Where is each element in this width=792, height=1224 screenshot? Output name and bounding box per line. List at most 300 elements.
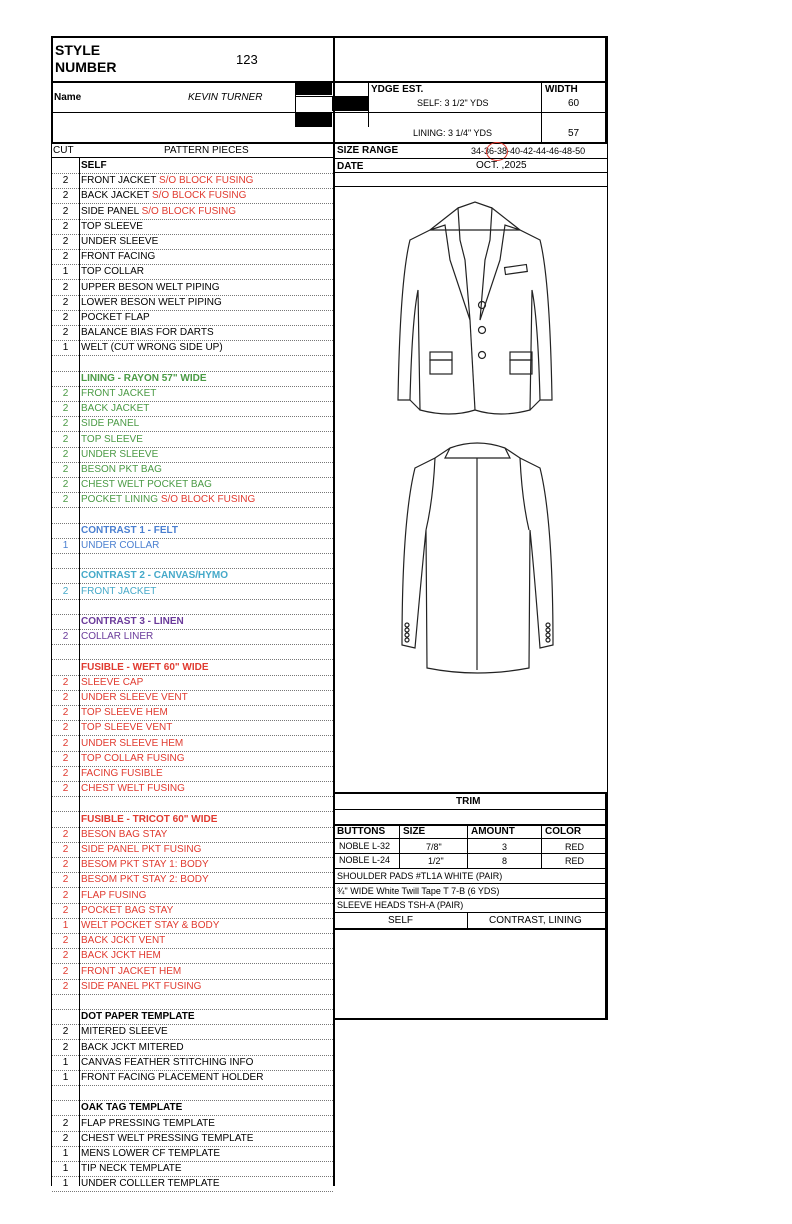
- date-value: OCT. ,2025: [476, 160, 527, 171]
- piece-quantity: 2: [62, 418, 69, 430]
- piece-quantity: 2: [62, 965, 69, 977]
- piece-quantity: 2: [62, 768, 69, 779]
- piece-name: [81, 814, 217, 825]
- right-border: [607, 36, 608, 1020]
- style-number-value: 123: [236, 52, 258, 67]
- piece-text: BACK JACKET: [81, 190, 152, 202]
- pattern-piece-row: [52, 720, 333, 736]
- piece-quantity: 2: [62, 904, 69, 916]
- piece-quantity: 2: [62, 494, 69, 506]
- piece-quantity: 2: [62, 874, 69, 886]
- pattern-piece-row: [52, 796, 333, 812]
- piece-text: S/O BLOCK FUSING: [160, 494, 256, 506]
- jacket-front-sketch: [390, 200, 560, 420]
- piece-name: [81, 1163, 182, 1174]
- pattern-piece-row: [52, 401, 333, 417]
- piece-name: [81, 479, 212, 490]
- trim-vline-3: [541, 824, 542, 868]
- piece-quantity: 2: [62, 692, 69, 703]
- piece-quantity: 2: [62, 859, 69, 871]
- pattern-piece-row: [52, 903, 333, 919]
- piece-name: [81, 266, 144, 277]
- piece-name: [81, 464, 162, 475]
- pattern-piece-row: [52, 994, 333, 1010]
- piece-text: BESON BAG STAY: [81, 828, 168, 840]
- pattern-piece-row: [52, 812, 333, 828]
- pattern-piece-row: [52, 781, 333, 797]
- pattern-piece-row: [52, 964, 333, 980]
- piece-name: [81, 905, 173, 916]
- piece-text: BACK JCKT VENT: [81, 935, 166, 947]
- piece-text: POCKET BAG STAY: [81, 904, 174, 916]
- piece-text: SIDE PANEL: [81, 418, 140, 430]
- pattern-piece-row: [52, 249, 333, 265]
- piece-name: [81, 677, 143, 688]
- piece-name: [81, 1042, 184, 1053]
- piece-quantity: 2: [62, 844, 69, 855]
- pattern-piece-row: [52, 644, 333, 660]
- pattern-piece-row: [52, 416, 333, 432]
- piece-text: UNDER SLEEVE HEM: [81, 737, 184, 749]
- pattern-piece-row: [52, 629, 333, 645]
- pattern-piece-row: [52, 842, 333, 858]
- piece-text: S/O BLOCK FUSING: [141, 205, 237, 217]
- piece-text: SIDE PANEL: [81, 205, 142, 217]
- piece-name: [81, 1057, 253, 1068]
- piece-text: BACK JCKT MITERED: [81, 1041, 184, 1053]
- piece-name: [81, 768, 163, 779]
- piece-text: FACING FUSIBLE: [81, 768, 163, 779]
- pattern-piece-row: [52, 234, 333, 250]
- piece-name: [81, 1011, 195, 1022]
- piece-quantity: 2: [62, 205, 69, 217]
- pattern-piece-row: [52, 584, 333, 600]
- checker-pattern: [295, 81, 369, 127]
- piece-name: [81, 753, 185, 764]
- piece-text: CANVAS FEATHER STITCHING INFO: [81, 1056, 254, 1068]
- piece-name: [81, 175, 253, 186]
- pattern-piece-row: [52, 280, 333, 296]
- width-self: 60: [568, 98, 580, 109]
- pattern-piece-row: [52, 1131, 333, 1147]
- pattern-piece-row: [52, 158, 333, 174]
- date-rule-2: [333, 186, 607, 187]
- piece-text: FLAP PRESSING TEMPLATE: [81, 1117, 215, 1129]
- trim-color-1: RED: [565, 842, 585, 852]
- piece-name: [81, 966, 181, 977]
- trim-amount-1: 3: [502, 842, 508, 852]
- piece-name: [81, 373, 207, 384]
- pattern-piece-row: [52, 857, 333, 873]
- ydge-label: YDGE EST.: [371, 84, 424, 95]
- piece-name: [81, 494, 255, 505]
- lining-yds: LINING: 3 1/4" YDS: [413, 128, 493, 138]
- trim-rule-3: [333, 853, 607, 854]
- pattern-piece-row: [52, 1100, 333, 1116]
- piece-quantity: 2: [62, 783, 69, 795]
- pattern-piece-row: [52, 447, 333, 463]
- piece-name: [81, 449, 158, 460]
- piece-quantity: 1: [62, 342, 69, 354]
- trim-button-1: NOBLE L-32: [339, 841, 391, 851]
- piece-text: MITERED SLEEVE: [81, 1026, 168, 1038]
- piece-text: UNDER COLLLER TEMPLATE: [81, 1178, 220, 1190]
- piece-quantity: 1: [62, 1056, 69, 1068]
- piece-quantity: 1: [62, 1148, 69, 1159]
- piece-quantity: 1: [62, 266, 69, 278]
- piece-name: [81, 981, 201, 992]
- piece-text: TOP SLEEVE: [81, 220, 143, 232]
- piece-name: [81, 707, 168, 718]
- trim-line-3: SLEEVE HEADS TSH-A (PAIR): [337, 900, 464, 910]
- pattern-piece-row: [52, 660, 333, 676]
- piece-text: BESON PKT BAG: [81, 464, 162, 475]
- piece-name: [81, 616, 184, 627]
- piece-quantity: 2: [62, 433, 69, 445]
- piece-text: UNDER SLEEVE VENT: [81, 692, 188, 703]
- pattern-piece-row: [52, 705, 333, 721]
- trim-footer-divider: [467, 912, 468, 928]
- piece-text: OAK TAG TEMPLATE: [81, 1102, 183, 1114]
- piece-quantity: 2: [62, 828, 69, 840]
- piece-text: POCKET LINING: [81, 494, 161, 506]
- piece-name: [81, 327, 214, 338]
- piece-text: FRONT JACKET: [81, 585, 157, 597]
- piece-text: CHEST WELT PRESSING TEMPLATE: [81, 1132, 254, 1144]
- piece-quantity: 2: [62, 388, 69, 399]
- pattern-piece-row: [52, 340, 333, 356]
- pattern-piece-row: [52, 356, 333, 372]
- piece-quantity: 2: [62, 448, 69, 460]
- piece-text: TOP SLEEVE HEM: [81, 707, 168, 719]
- size-rule: [333, 158, 607, 159]
- piece-name: [81, 662, 209, 673]
- header-rule-4: [51, 142, 607, 144]
- pattern-piece-row: [52, 1176, 333, 1192]
- piece-text: BESOM PKT STAY 1: BODY: [81, 859, 209, 871]
- pattern-piece-row: [52, 933, 333, 949]
- width-divider: [541, 81, 542, 143]
- piece-quantity: 1: [62, 540, 69, 551]
- pattern-piece-row: [52, 766, 333, 782]
- piece-name: [81, 935, 165, 946]
- piece-name: [81, 312, 150, 323]
- pattern-piece-row: [52, 204, 333, 220]
- trim-col-buttons: BUTTONS: [337, 826, 386, 837]
- piece-quantity: 2: [62, 403, 69, 415]
- piece-quantity: 2: [62, 220, 69, 232]
- piece-name: [81, 1148, 220, 1159]
- header-rule-3: [369, 112, 607, 113]
- piece-quantity: 2: [62, 251, 69, 263]
- pattern-piece-row: [52, 614, 333, 630]
- pattern-piece-row: [52, 462, 333, 478]
- piece-name: [81, 1102, 182, 1113]
- piece-quantity: 1: [62, 920, 69, 931]
- pattern-piece-row: [52, 751, 333, 767]
- trim-vline-1: [399, 824, 400, 868]
- trim-title: TRIM: [456, 796, 481, 807]
- piece-name: [81, 418, 139, 429]
- piece-quantity: 2: [62, 464, 69, 475]
- pattern-piece-row: [52, 1085, 333, 1101]
- width-lining: 57: [568, 128, 580, 139]
- piece-name: [81, 570, 228, 581]
- piece-quantity: 2: [62, 479, 69, 491]
- width-label: WIDTH: [545, 84, 578, 95]
- piece-quantity: 2: [62, 1132, 69, 1144]
- date-rule: [333, 172, 607, 173]
- name-label: Name: [54, 92, 82, 103]
- piece-text: SIDE PANEL PKT FUSING: [81, 844, 202, 855]
- trim-button-2: NOBLE L-24: [339, 855, 391, 865]
- piece-name: [81, 403, 149, 414]
- pattern-piece-row: [52, 432, 333, 448]
- piece-quantity: 2: [62, 737, 69, 749]
- piece-name: [81, 692, 188, 703]
- trim-rule-6: [333, 898, 607, 899]
- piece-quantity: 2: [62, 722, 69, 734]
- pattern-piece-row: [52, 1070, 333, 1086]
- piece-quantity: 2: [62, 676, 69, 688]
- piece-name: [81, 297, 222, 308]
- piece-text: UNDER SLEEVE: [81, 448, 159, 460]
- piece-name: [81, 1072, 263, 1083]
- piece-quantity: 2: [62, 296, 69, 308]
- pattern-piece-row: [52, 386, 333, 402]
- piece-text: TOP COLLAR: [81, 266, 144, 278]
- piece-text: TIP NECK TEMPLATE: [81, 1163, 182, 1175]
- piece-name: [81, 890, 146, 901]
- piece-quantity: 2: [62, 707, 69, 719]
- pattern-piece-row: [52, 1116, 333, 1132]
- piece-text: FRONT JACKET: [81, 388, 157, 399]
- pattern-piece-row: [52, 264, 333, 280]
- piece-text: DOT PAPER TEMPLATE: [81, 1011, 195, 1023]
- piece-text: UPPER BESON WELT PIPING: [81, 281, 220, 293]
- piece-text: BACK JACKET: [81, 403, 150, 415]
- piece-text: FRONT JACKET: [81, 175, 159, 187]
- pattern-piece-row: [52, 888, 333, 904]
- piece-text: BALANCE BIAS FOR DARTS: [81, 327, 214, 339]
- size-range-value: 34-36-38-40-42-44-46-48-50: [471, 146, 586, 156]
- piece-text: BACK JCKT HEM: [81, 950, 161, 962]
- piece-name: [81, 221, 143, 232]
- piece-text: FRONT FACING: [81, 251, 156, 263]
- piece-quantity: 2: [62, 236, 69, 247]
- piece-name: [81, 160, 107, 171]
- piece-name: [81, 783, 185, 794]
- piece-name: [81, 525, 178, 536]
- pattern-piece-row: [52, 508, 333, 524]
- piece-text: CONTRAST 3 - LINEN: [81, 616, 184, 627]
- trim-rule-0: [333, 809, 607, 810]
- self-yds: SELF: 3 1/2" YDS: [417, 98, 489, 108]
- piece-name: [81, 874, 209, 885]
- piece-name: [81, 388, 156, 399]
- pattern-piece-row: [52, 1055, 333, 1071]
- piece-name: [81, 859, 209, 870]
- trim-amount-2: 8: [502, 856, 508, 866]
- piece-text: BESOM PKT STAY 2: BODY: [81, 874, 209, 886]
- pattern-piece-row: [52, 1040, 333, 1056]
- trim-col-amount: AMOUNT: [471, 826, 515, 837]
- piece-text: SELF: [81, 160, 107, 171]
- piece-quantity: 2: [62, 1117, 69, 1129]
- piece-text: SIDE PANEL PKT FUSING: [81, 980, 202, 992]
- piece-name: [81, 251, 155, 262]
- jacket-back-sketch: [395, 440, 560, 675]
- piece-quantity: 2: [62, 950, 69, 962]
- pattern-piece-row: [52, 827, 333, 843]
- piece-quantity: 2: [62, 327, 69, 339]
- piece-text: SLEEVE CAP: [81, 676, 144, 688]
- piece-quantity: 2: [62, 752, 69, 764]
- piece-text: S/O BLOCK FUSING: [151, 190, 247, 202]
- piece-quantity: 2: [62, 1041, 69, 1053]
- pattern-piece-row: [52, 918, 333, 934]
- pattern-pieces-label: PATTERN PIECES: [164, 145, 249, 156]
- piece-quantity: 2: [62, 585, 69, 597]
- trim-vline-2: [467, 824, 468, 868]
- pattern-piece-row: [52, 599, 333, 615]
- pattern-piece-row: [52, 538, 333, 554]
- pattern-piece-row: [52, 188, 333, 204]
- pattern-piece-row: [52, 1161, 333, 1177]
- piece-text: WELT POCKET STAY & BODY: [81, 920, 220, 931]
- piece-quantity: 2: [62, 980, 69, 992]
- piece-text: LOWER BESON WELT PIPING: [81, 296, 222, 308]
- piece-name: [81, 434, 143, 445]
- pattern-piece-row: [52, 1146, 333, 1162]
- pattern-piece-row: [52, 690, 333, 706]
- pattern-piece-row: [52, 736, 333, 752]
- pattern-piece-row: [52, 325, 333, 341]
- piece-text: UNDER SLEEVE: [81, 236, 159, 247]
- piece-text: TOP COLLAR FUSING: [81, 752, 185, 764]
- piece-name: [81, 1118, 215, 1129]
- piece-name: [81, 1133, 253, 1144]
- trim-line-2: ¾" WIDE White Twill Tape T 7-B (6 YDS): [337, 886, 500, 896]
- piece-quantity: 1: [62, 1178, 69, 1190]
- piece-name: [81, 206, 236, 217]
- piece-name: [81, 282, 220, 293]
- piece-name: [81, 236, 158, 247]
- pattern-piece-row: [52, 492, 333, 508]
- piece-text: FRONT JACKET HEM: [81, 965, 182, 977]
- piece-text: FRONT FACING PLACEMENT HOLDER: [81, 1072, 264, 1083]
- trim-rule-7: [333, 912, 607, 913]
- piece-name: [81, 1026, 168, 1037]
- pattern-piece-row: [52, 568, 333, 584]
- piece-quantity: 2: [62, 935, 69, 947]
- piece-name: [81, 586, 156, 597]
- pattern-piece-row: [52, 219, 333, 235]
- pattern-piece-row: [52, 173, 333, 189]
- piece-text: CONTRAST 1 - FELT: [81, 524, 179, 536]
- trim-size-2: 1/2": [428, 856, 444, 866]
- piece-name: [81, 829, 167, 840]
- piece-quantity: 2: [62, 190, 69, 202]
- trim-size-1: 7/8": [426, 842, 442, 852]
- piece-name: [81, 540, 159, 551]
- piece-text: FLAP FUSING: [81, 889, 147, 901]
- piece-quantity: 2: [62, 1026, 69, 1038]
- trim-color-2: RED: [565, 856, 585, 866]
- date-label: DATE: [337, 161, 364, 172]
- piece-quantity: 1: [62, 1163, 69, 1175]
- style-number-label: STYLE NUMBER: [55, 42, 117, 75]
- trim-rule-4: [333, 868, 607, 869]
- piece-text: UNDER COLLAR: [81, 540, 160, 551]
- piece-quantity: 2: [62, 889, 69, 901]
- pattern-piece-row: [52, 948, 333, 964]
- piece-text: TOP SLEEVE: [81, 433, 143, 445]
- piece-quantity: 2: [62, 631, 69, 643]
- piece-text: CHEST WELT POCKET BAG: [81, 479, 212, 491]
- piece-name: [81, 738, 183, 749]
- trim-footer-contrast: CONTRAST, LINING: [489, 915, 582, 926]
- piece-name: [81, 190, 246, 201]
- piece-quantity: 2: [62, 281, 69, 293]
- pattern-piece-row: [52, 1024, 333, 1040]
- trim-rule-5: [333, 883, 607, 884]
- piece-text: MENS LOWER CF TEMPLATE: [81, 1148, 221, 1159]
- trim-rule-8: [333, 928, 607, 930]
- trim-col-color: COLOR: [545, 826, 582, 837]
- pattern-piece-row: [52, 371, 333, 387]
- pattern-piece-row: [52, 675, 333, 691]
- piece-text: COLLAR LINER: [81, 631, 154, 643]
- pattern-piece-row: [52, 553, 333, 569]
- piece-quantity: 2: [62, 312, 69, 323]
- trim-line-1: SHOULDER PADS #TL1A WHITE (PAIR): [337, 871, 503, 881]
- piece-text: CONTRAST 2 - CANVAS/HYMO: [81, 570, 229, 582]
- pattern-piece-row: [52, 523, 333, 539]
- piece-name: [81, 1178, 220, 1189]
- size-range-label: SIZE RANGE: [337, 145, 399, 156]
- piece-name: [81, 920, 219, 931]
- pattern-piece-row: [52, 872, 333, 888]
- piece-name: [81, 722, 172, 733]
- cut-label: CUT: [53, 145, 74, 156]
- piece-name: [81, 950, 161, 961]
- name-value: KEVIN TURNER: [188, 92, 263, 103]
- pattern-piece-row: [52, 1009, 333, 1025]
- piece-quantity: 1: [62, 1072, 69, 1083]
- trim-footer-self: SELF: [388, 915, 414, 926]
- piece-text: TOP SLEEVE VENT: [81, 722, 173, 734]
- trim-col-size: SIZE: [403, 826, 426, 837]
- piece-name: [81, 631, 153, 642]
- piece-text: FUSIBLE - TRICOT 60" WIDE: [81, 813, 218, 825]
- pattern-piece-row: [52, 295, 333, 311]
- piece-text: S/O BLOCK FUSING: [158, 175, 254, 187]
- header-rule-2: [51, 112, 295, 113]
- piece-text: WELT (CUT WRONG SIDE UP): [81, 342, 223, 354]
- piece-text: CHEST WELT FUSING: [81, 783, 185, 795]
- piece-text: LINING - RAYON 57" WIDE: [81, 372, 207, 384]
- pattern-piece-row: [52, 477, 333, 493]
- piece-name: [81, 844, 201, 855]
- pattern-piece-row: [52, 310, 333, 326]
- pattern-piece-row: [52, 979, 333, 995]
- piece-quantity: 2: [62, 175, 69, 187]
- trim-rule-2: [333, 838, 607, 839]
- piece-text: POCKET FLAP: [81, 312, 150, 323]
- piece-name: [81, 342, 223, 353]
- piece-text: FUSIBLE - WEFT 60" WIDE: [81, 661, 209, 673]
